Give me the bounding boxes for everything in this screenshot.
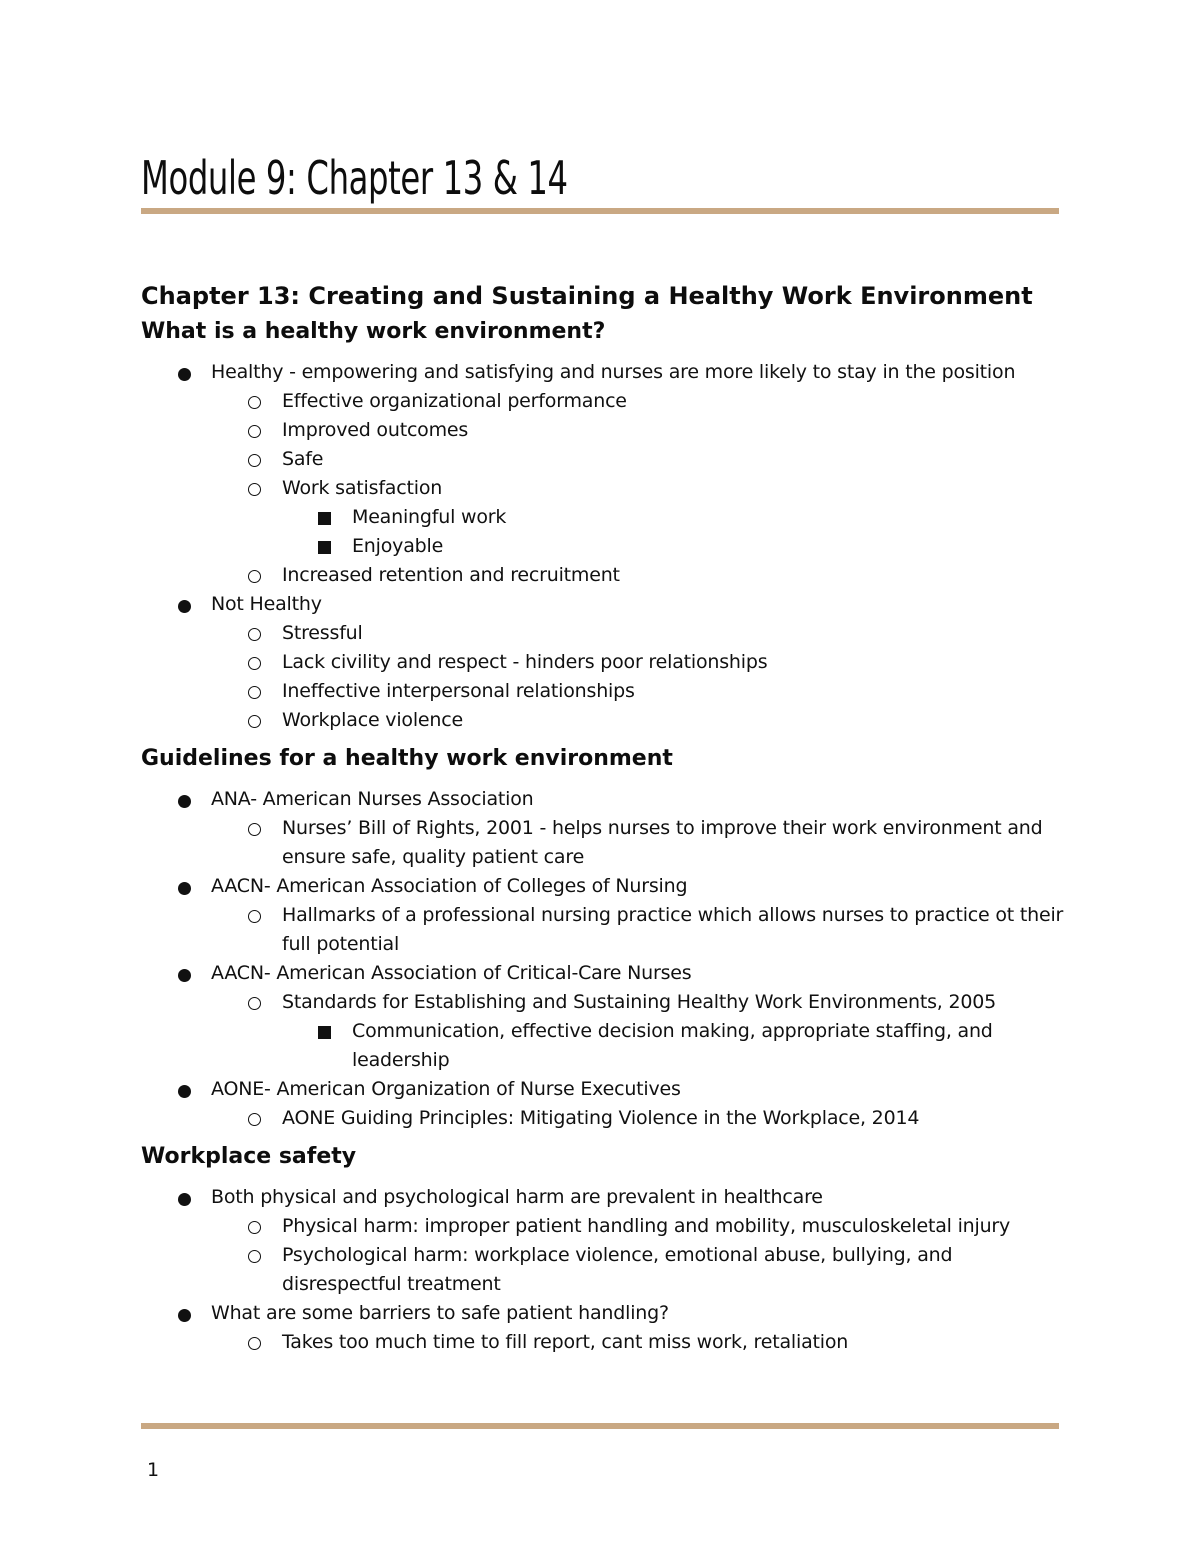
list-item-text: Effective organizational performance bbox=[282, 390, 627, 412]
list-item-text: Improved outcomes bbox=[282, 419, 469, 441]
disc-bullet-icon bbox=[178, 1085, 191, 1098]
page-title: Module 9: Chapter 13 & 14 bbox=[141, 151, 568, 205]
circle-bullet-icon bbox=[248, 1221, 261, 1234]
list-item-text: Stressful bbox=[282, 622, 363, 644]
list-item bbox=[141, 988, 1066, 1017]
list-item-text: AONE- American Organization of Nurse Executives bbox=[211, 1078, 681, 1100]
circle-bullet-icon bbox=[248, 483, 261, 496]
section-heading: Workplace safety bbox=[141, 1144, 357, 1169]
list-item bbox=[141, 785, 1066, 814]
list-item bbox=[141, 590, 1066, 619]
section-heading: Guidelines for a healthy work environment bbox=[141, 746, 673, 771]
circle-bullet-icon bbox=[248, 454, 261, 467]
bullet-list bbox=[141, 785, 1066, 1133]
list-item bbox=[141, 1212, 1066, 1241]
list-item-text: Takes too much time to fill report, cant miss work, retaliation bbox=[282, 1331, 849, 1353]
list-item-text: ANA- American Nurses Association bbox=[211, 788, 534, 810]
list-item-text: Healthy - empowering and satisfying and nurses are more likely to stay in the position bbox=[211, 361, 1016, 383]
list-item-text: Enjoyable bbox=[352, 535, 444, 557]
list-item bbox=[141, 901, 1066, 959]
list-item bbox=[141, 959, 1066, 988]
list-item bbox=[141, 1299, 1066, 1328]
footer-rule bbox=[141, 1423, 1059, 1429]
list-item bbox=[141, 1183, 1066, 1212]
circle-bullet-icon bbox=[248, 686, 261, 699]
list-item-text: Standards for Establishing and Sustaining Healthy Work Environments, 2005 bbox=[282, 991, 997, 1013]
document-body bbox=[141, 278, 1066, 1363]
circle-bullet-icon bbox=[248, 1113, 261, 1126]
list-item-text: Workplace violence bbox=[282, 709, 463, 731]
list-item bbox=[141, 358, 1066, 387]
list-item-text: What are some barriers to safe patient handling? bbox=[211, 1302, 669, 1324]
square-bullet-icon bbox=[318, 512, 331, 525]
disc-bullet-icon bbox=[178, 882, 191, 895]
circle-bullet-icon bbox=[248, 628, 261, 641]
list-item bbox=[141, 387, 1066, 416]
circle-bullet-icon bbox=[248, 910, 261, 923]
circle-bullet-icon bbox=[248, 425, 261, 438]
disc-bullet-icon bbox=[178, 600, 191, 613]
list-item bbox=[141, 648, 1066, 677]
list-item-text: Work satisfaction bbox=[282, 477, 443, 499]
list-item bbox=[141, 706, 1066, 735]
list-item-text: Ineffective interpersonal relationships bbox=[282, 680, 635, 702]
list-item bbox=[141, 416, 1066, 445]
list-item-text: Hallmarks of a professional nursing practice which allows nurses to practice ot their full potential bbox=[282, 904, 1064, 955]
disc-bullet-icon bbox=[178, 1309, 191, 1322]
list-item bbox=[141, 1017, 1066, 1075]
circle-bullet-icon bbox=[248, 823, 261, 836]
list-item-text: AONE Guiding Principles: Mitigating Violence in the Workplace, 2014 bbox=[282, 1107, 920, 1129]
list-item bbox=[141, 619, 1066, 648]
list-item-text: AACN- American Association of Critical-Care Nurses bbox=[211, 962, 692, 984]
list-item bbox=[141, 503, 1066, 532]
header-rule bbox=[141, 208, 1059, 214]
list-item bbox=[141, 532, 1066, 561]
list-item-text: Meaningful work bbox=[352, 506, 507, 528]
square-bullet-icon bbox=[318, 1026, 331, 1039]
list-item-text: Physical harm: improper patient handling and mobility, musculoskeletal injury bbox=[282, 1215, 1011, 1237]
circle-bullet-icon bbox=[248, 1337, 261, 1350]
list-item-text: Psychological harm: workplace violence, emotional abuse, bullying, and disrespectful treatment bbox=[282, 1244, 953, 1295]
square-bullet-icon bbox=[318, 541, 331, 554]
list-item-text: Nurses’ Bill of Rights, 2001 - helps nurses to improve their work environment and ensure safe, quality patient care bbox=[282, 817, 1043, 868]
circle-bullet-icon bbox=[248, 570, 261, 583]
list-item bbox=[141, 872, 1066, 901]
circle-bullet-icon bbox=[248, 396, 261, 409]
list-item-text: Not Healthy bbox=[211, 593, 322, 615]
list-item bbox=[141, 1075, 1066, 1104]
disc-bullet-icon bbox=[178, 368, 191, 381]
list-item bbox=[141, 1104, 1066, 1133]
list-item-text: Lack civility and respect - hinders poor relationships bbox=[282, 651, 768, 673]
section-heading: What is a healthy work environment? bbox=[141, 319, 606, 344]
list-item-text: AACN- American Association of Colleges of Nursing bbox=[211, 875, 688, 897]
list-item bbox=[141, 1328, 1066, 1357]
disc-bullet-icon bbox=[178, 1193, 191, 1206]
circle-bullet-icon bbox=[248, 715, 261, 728]
chapter-heading: Chapter 13: Creating and Sustaining a Healthy Work Environment bbox=[141, 282, 1033, 310]
list-item bbox=[141, 677, 1066, 706]
list-item-text: Safe bbox=[282, 448, 324, 470]
list-item-text: Communication, effective decision making, appropriate staffing, and leadership bbox=[352, 1020, 993, 1071]
circle-bullet-icon bbox=[248, 997, 261, 1010]
list-item-text: Both physical and psychological harm are prevalent in healthcare bbox=[211, 1186, 823, 1208]
circle-bullet-icon bbox=[248, 1250, 261, 1263]
list-item bbox=[141, 474, 1066, 503]
sections-container bbox=[141, 314, 1066, 1357]
circle-bullet-icon bbox=[248, 657, 261, 670]
bullet-list bbox=[141, 358, 1066, 735]
list-item-text: Increased retention and recruitment bbox=[282, 564, 620, 586]
bullet-list bbox=[141, 1183, 1066, 1357]
disc-bullet-icon bbox=[178, 969, 191, 982]
list-item bbox=[141, 814, 1066, 872]
page-number: 1 bbox=[147, 1459, 160, 1481]
list-item bbox=[141, 445, 1066, 474]
disc-bullet-icon bbox=[178, 795, 191, 808]
list-item bbox=[141, 1241, 1066, 1299]
list-item bbox=[141, 561, 1066, 590]
